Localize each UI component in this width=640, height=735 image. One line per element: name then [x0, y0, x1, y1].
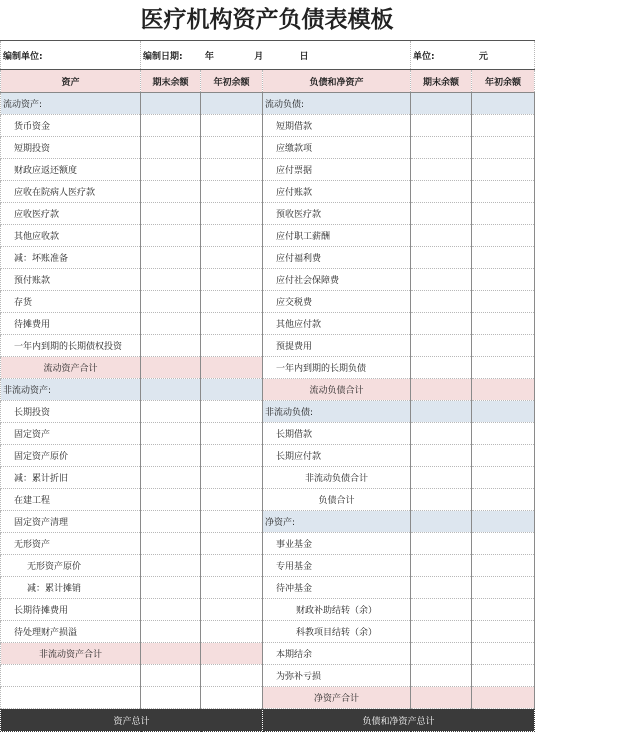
asset-label: 长期待摊费用	[1, 599, 141, 621]
footer-row	[1, 709, 535, 732]
table-row	[1, 687, 535, 709]
liability-begin-balance-cell[interactable]	[472, 445, 535, 467]
liability-label: 负债合计	[263, 489, 411, 511]
table-row	[1, 445, 535, 467]
asset-end-balance-cell[interactable]	[141, 533, 201, 555]
asset-begin-balance-cell[interactable]	[201, 225, 263, 247]
liability-label: 一年内到期的长期负债	[263, 357, 411, 379]
asset-begin-balance-cell[interactable]	[201, 599, 263, 621]
liability-end-balance-cell[interactable]	[411, 313, 472, 335]
liability-label: 待冲基金	[263, 577, 411, 599]
asset-begin-balance-cell[interactable]	[201, 159, 263, 181]
liability-begin-balance-cell[interactable]	[472, 533, 535, 555]
liability-label: 财政补助结转（余）	[263, 599, 411, 621]
liability-end-balance-cell[interactable]	[411, 115, 472, 137]
asset-begin-balance-cell[interactable]	[201, 467, 263, 489]
liability-label: 应交税费	[263, 291, 411, 313]
liability-begin-balance-cell[interactable]	[472, 423, 535, 445]
asset-end-balance-cell[interactable]	[141, 379, 201, 401]
asset-end-balance-cell[interactable]	[141, 269, 201, 291]
liability-begin-balance-cell[interactable]	[472, 599, 535, 621]
asset-label: 流动资产:	[1, 93, 141, 115]
table-row	[1, 621, 535, 643]
asset-label: 减：累计摊销	[1, 577, 141, 599]
liability-end-balance-cell[interactable]	[411, 401, 472, 423]
asset-end-balance-cell[interactable]	[141, 467, 201, 489]
liability-begin-balance-cell[interactable]	[472, 225, 535, 247]
asset-label: 无形资产原价	[1, 555, 141, 577]
liability-end-balance-cell[interactable]	[411, 159, 472, 181]
asset-begin-balance-cell[interactable]	[201, 291, 263, 313]
asset-label: 待处理财产损溢	[1, 621, 141, 643]
liability-label: 短期借款	[263, 115, 411, 137]
asset-begin-balance-cell[interactable]	[201, 379, 263, 401]
liability-label: 流动负债:	[263, 93, 411, 115]
table-row	[1, 357, 535, 379]
liability-begin-balance-cell[interactable]	[472, 489, 535, 511]
asset-end-balance-cell[interactable]	[141, 225, 201, 247]
asset-label: 非流动资产:	[1, 379, 141, 401]
liability-end-balance-cell[interactable]	[411, 577, 472, 599]
balance-table	[0, 40, 535, 732]
liability-begin-balance-cell[interactable]	[472, 291, 535, 313]
table-row	[1, 599, 535, 621]
liability-begin-balance-cell[interactable]	[472, 159, 535, 181]
asset-begin-balance-cell[interactable]	[201, 489, 263, 511]
liabilities-total-label: 负债和净资产总计	[263, 709, 535, 732]
asset-begin-balance-cell[interactable]	[201, 401, 263, 423]
asset-label: 待摊费用	[1, 313, 141, 335]
asset-begin-balance-cell[interactable]	[201, 115, 263, 137]
month-label: 月	[254, 51, 264, 62]
asset-end-balance-cell[interactable]	[141, 665, 201, 687]
table-row	[1, 665, 535, 687]
liability-label: 应缴款项	[263, 137, 411, 159]
asset-end-balance-cell[interactable]	[141, 181, 201, 203]
liability-begin-balance-cell[interactable]	[472, 93, 535, 115]
asset-label	[1, 687, 141, 709]
asset-end-balance-cell[interactable]	[141, 93, 201, 115]
liability-begin-balance-cell[interactable]	[472, 137, 535, 159]
year-label: 年	[204, 51, 214, 62]
liability-label: 应付票据	[263, 159, 411, 181]
liability-begin-balance-cell[interactable]	[472, 665, 535, 687]
asset-begin-balance-cell[interactable]	[201, 643, 263, 665]
liability-end-balance-cell[interactable]	[411, 137, 472, 159]
table-row	[1, 291, 535, 313]
asset-begin-balance-cell[interactable]	[201, 269, 263, 291]
header-begin-balance: 年初余额	[201, 70, 263, 93]
liability-end-balance-cell[interactable]	[411, 665, 472, 687]
liability-label: 净资产:	[263, 511, 411, 533]
asset-end-balance-cell[interactable]	[141, 203, 201, 225]
table-row	[1, 511, 535, 533]
asset-begin-balance-cell[interactable]	[201, 181, 263, 203]
liability-end-balance-cell[interactable]	[411, 687, 472, 709]
table-row	[1, 159, 535, 181]
asset-label: 长期投资	[1, 401, 141, 423]
currency-field	[411, 41, 535, 70]
table-row	[1, 269, 535, 291]
asset-label: 存货	[1, 291, 141, 313]
liability-end-balance-cell[interactable]	[411, 489, 472, 511]
header-assets: 资产	[1, 70, 141, 93]
info-row	[1, 41, 535, 70]
table-row	[1, 379, 535, 401]
asset-end-balance-cell[interactable]	[141, 643, 201, 665]
asset-begin-balance-cell[interactable]	[201, 665, 263, 687]
liability-begin-balance-cell[interactable]	[472, 687, 535, 709]
asset-label	[1, 665, 141, 687]
asset-end-balance-cell[interactable]	[141, 335, 201, 357]
asset-begin-balance-cell[interactable]	[201, 423, 263, 445]
asset-label: 固定资产	[1, 423, 141, 445]
asset-label: 财政应返还额度	[1, 159, 141, 181]
day-label: 日	[299, 51, 309, 62]
table-row	[1, 423, 535, 445]
liability-begin-balance-cell[interactable]	[472, 401, 535, 423]
liability-end-balance-cell[interactable]	[411, 247, 472, 269]
liability-end-balance-cell[interactable]	[411, 643, 472, 665]
asset-label: 非流动资产合计	[1, 643, 141, 665]
asset-label: 预付账款	[1, 269, 141, 291]
table-row	[1, 577, 535, 599]
asset-begin-balance-cell[interactable]	[201, 511, 263, 533]
table-row	[1, 93, 535, 115]
asset-end-balance-cell[interactable]	[141, 247, 201, 269]
liability-label: 非流动负债:	[263, 401, 411, 423]
asset-end-balance-cell[interactable]	[141, 115, 201, 137]
asset-end-balance-cell[interactable]	[141, 489, 201, 511]
table-row	[1, 225, 535, 247]
liability-label: 预提费用	[263, 335, 411, 357]
header-liabilities: 负债和净资产	[263, 70, 411, 93]
asset-label: 其他应收款	[1, 225, 141, 247]
asset-label: 应收医疗款	[1, 203, 141, 225]
asset-begin-balance-cell[interactable]	[201, 577, 263, 599]
liability-label: 应付职工薪酬	[263, 225, 411, 247]
liability-label: 流动负债合计	[263, 379, 411, 401]
table-row	[1, 203, 535, 225]
asset-label: 在建工程	[1, 489, 141, 511]
table-row	[1, 467, 535, 489]
asset-label: 货币资金	[1, 115, 141, 137]
asset-begin-balance-cell[interactable]	[201, 445, 263, 467]
header-begin-balance-2: 年初余额	[472, 70, 535, 93]
asset-begin-balance-cell[interactable]	[201, 203, 263, 225]
liability-end-balance-cell[interactable]	[411, 423, 472, 445]
liability-label: 应付福利费	[263, 247, 411, 269]
liability-end-balance-cell[interactable]	[411, 445, 472, 467]
liability-label: 长期应付款	[263, 445, 411, 467]
asset-begin-balance-cell[interactable]	[201, 621, 263, 643]
date-label: 编制日期:	[143, 51, 183, 62]
assets-total-label: 资产总计	[1, 709, 263, 732]
asset-end-balance-cell[interactable]	[141, 291, 201, 313]
asset-begin-balance-cell[interactable]	[201, 335, 263, 357]
unit-label: 编制单位:	[1, 41, 141, 70]
liability-begin-balance-cell[interactable]	[472, 577, 535, 599]
table-row	[1, 247, 535, 269]
liability-end-balance-cell[interactable]	[411, 533, 472, 555]
asset-label: 流动资产合计	[1, 357, 141, 379]
asset-begin-balance-cell[interactable]	[201, 93, 263, 115]
liability-label: 为弥补亏损	[263, 665, 411, 687]
page-title: 医疗机构资产负债表模板	[140, 7, 394, 33]
table-row	[1, 313, 535, 335]
liability-end-balance-cell[interactable]	[411, 511, 472, 533]
asset-end-balance-cell[interactable]	[141, 159, 201, 181]
liability-end-balance-cell[interactable]	[411, 181, 472, 203]
liability-begin-balance-cell[interactable]	[472, 181, 535, 203]
liability-end-balance-cell[interactable]	[411, 203, 472, 225]
currency-unit: 元	[478, 51, 488, 62]
table-row	[1, 643, 535, 665]
asset-begin-balance-cell[interactable]	[201, 533, 263, 555]
date-field	[141, 41, 411, 70]
liability-label: 应付账款	[263, 181, 411, 203]
asset-label: 无形资产	[1, 533, 141, 555]
liability-end-balance-cell[interactable]	[411, 269, 472, 291]
liability-begin-balance-cell[interactable]	[472, 467, 535, 489]
currency-label: 单位:	[413, 51, 435, 62]
liability-begin-balance-cell[interactable]	[472, 621, 535, 643]
asset-end-balance-cell[interactable]	[141, 445, 201, 467]
liability-label: 其他应付款	[263, 313, 411, 335]
liability-end-balance-cell[interactable]	[411, 93, 472, 115]
asset-begin-balance-cell[interactable]	[201, 555, 263, 577]
table-row	[1, 137, 535, 159]
liability-end-balance-cell[interactable]	[411, 555, 472, 577]
table-row	[1, 555, 535, 577]
table-row	[1, 115, 535, 137]
liability-end-balance-cell[interactable]	[411, 599, 472, 621]
liability-label: 净资产合计	[263, 687, 411, 709]
asset-label: 减：累计折旧	[1, 467, 141, 489]
table-row	[1, 181, 535, 203]
asset-end-balance-cell[interactable]	[141, 511, 201, 533]
table-row	[1, 401, 535, 423]
asset-label: 减：坏账准备	[1, 247, 141, 269]
balance-sheet	[0, 40, 535, 732]
liability-label: 科教项目结转（余）	[263, 621, 411, 643]
liability-begin-balance-cell[interactable]	[472, 335, 535, 357]
liability-label: 预收医疗款	[263, 203, 411, 225]
liability-label: 长期借款	[263, 423, 411, 445]
liability-label: 应付社会保障费	[263, 269, 411, 291]
header-row	[1, 70, 535, 93]
asset-end-balance-cell[interactable]	[141, 423, 201, 445]
liability-begin-balance-cell[interactable]	[472, 247, 535, 269]
header-end-balance: 期末余额	[141, 70, 201, 93]
liability-end-balance-cell[interactable]	[411, 357, 472, 379]
liability-label: 本期结余	[263, 643, 411, 665]
header-end-balance-2: 期末余额	[411, 70, 472, 93]
liability-label: 非流动负债合计	[263, 467, 411, 489]
table-row	[1, 335, 535, 357]
liability-begin-balance-cell[interactable]	[472, 269, 535, 291]
liability-begin-balance-cell[interactable]	[472, 357, 535, 379]
liability-end-balance-cell[interactable]	[411, 225, 472, 247]
liability-begin-balance-cell[interactable]	[472, 379, 535, 401]
liability-label: 专用基金	[263, 555, 411, 577]
asset-end-balance-cell[interactable]	[141, 313, 201, 335]
liability-end-balance-cell[interactable]	[411, 467, 472, 489]
asset-begin-balance-cell[interactable]	[201, 357, 263, 379]
asset-begin-balance-cell[interactable]	[201, 687, 263, 709]
liability-begin-balance-cell[interactable]	[472, 643, 535, 665]
liability-begin-balance-cell[interactable]	[472, 511, 535, 533]
asset-end-balance-cell[interactable]	[141, 577, 201, 599]
asset-end-balance-cell[interactable]	[141, 687, 201, 709]
asset-begin-balance-cell[interactable]	[201, 247, 263, 269]
asset-end-balance-cell[interactable]	[141, 401, 201, 423]
asset-label: 固定资产清理	[1, 511, 141, 533]
liability-end-balance-cell[interactable]	[411, 379, 472, 401]
liability-begin-balance-cell[interactable]	[472, 115, 535, 137]
liability-begin-balance-cell[interactable]	[472, 313, 535, 335]
liability-begin-balance-cell[interactable]	[472, 555, 535, 577]
asset-end-balance-cell[interactable]	[141, 137, 201, 159]
asset-label: 一年内到期的长期债权投资	[1, 335, 141, 357]
asset-begin-balance-cell[interactable]	[201, 137, 263, 159]
liability-begin-balance-cell[interactable]	[472, 203, 535, 225]
asset-label: 固定资产原价	[1, 445, 141, 467]
asset-label: 应收在院病人医疗款	[1, 181, 141, 203]
asset-label: 短期投资	[1, 137, 141, 159]
liability-label: 事业基金	[263, 533, 411, 555]
table-row	[1, 533, 535, 555]
asset-begin-balance-cell[interactable]	[201, 313, 263, 335]
table-row	[1, 489, 535, 511]
liability-end-balance-cell[interactable]	[411, 291, 472, 313]
asset-end-balance-cell[interactable]	[141, 357, 201, 379]
asset-end-balance-cell[interactable]	[141, 599, 201, 621]
asset-end-balance-cell[interactable]	[141, 621, 201, 643]
liability-end-balance-cell[interactable]	[411, 335, 472, 357]
asset-end-balance-cell[interactable]	[141, 555, 201, 577]
liability-end-balance-cell[interactable]	[411, 621, 472, 643]
